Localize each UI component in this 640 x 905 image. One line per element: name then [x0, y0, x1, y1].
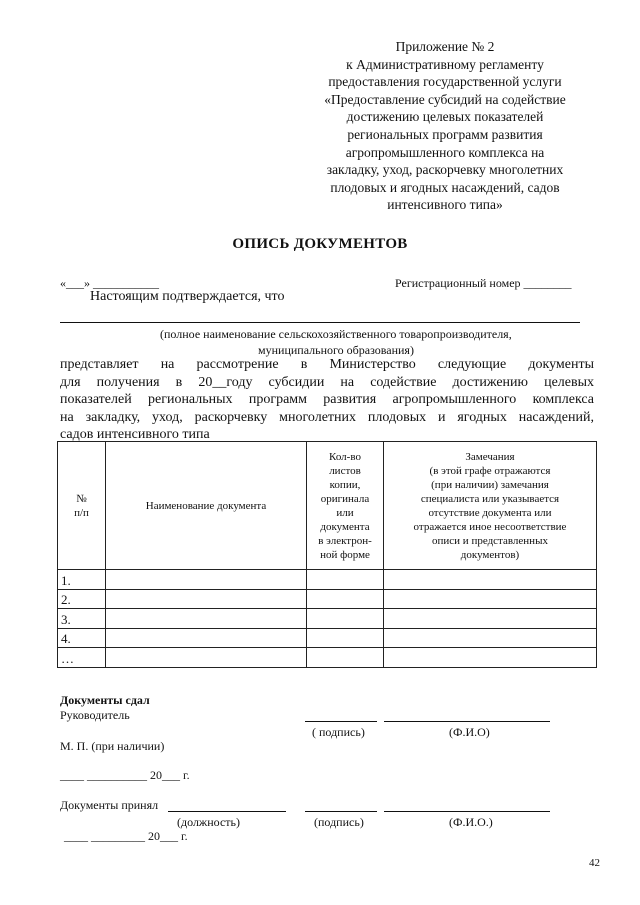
body-line: показателей региональных программ развития агропромышленного комплекса	[60, 392, 594, 407]
accepted-label: Документы принял	[60, 798, 159, 812]
seal-label: М. П. (при наличии)	[60, 739, 165, 753]
row-num: 4.	[58, 628, 106, 648]
header-count: Кол-во листов копии, оригинала или документа в электрон- ной форме	[307, 442, 384, 570]
row-name-cell[interactable]	[106, 628, 307, 648]
accepted-signature-line[interactable]	[305, 811, 377, 812]
table-row	[58, 628, 597, 648]
registration-number[interactable]: Регистрационный номер ________	[395, 276, 572, 290]
appendix-header	[300, 38, 590, 214]
appendix-line: плодовых и ягодных насаждений, садов	[330, 179, 560, 195]
body-paragraph	[60, 356, 594, 444]
appendix-line: закладку, уход, раскорчевку многолетних	[326, 162, 564, 178]
row-notes-cell[interactable]	[384, 570, 597, 590]
accepted-fio-label: (Ф.И.О.)	[449, 815, 493, 829]
row-count-cell[interactable]	[307, 628, 384, 648]
document-title: ОПИСЬ ДОКУМЕНТОВ	[232, 236, 408, 252]
table-row	[58, 570, 597, 590]
header-name: Наименование документа	[106, 442, 307, 570]
row-num: …	[58, 648, 106, 668]
row-count-cell[interactable]	[307, 570, 384, 590]
accepted-fio-line[interactable]	[384, 811, 550, 812]
page-number: 42	[589, 857, 600, 869]
row-num: 1.	[58, 570, 106, 590]
body-line: представляет на рассмотрение в Министерство следующие документы	[60, 357, 594, 372]
accepted-position-label: (должность)	[177, 815, 240, 829]
accepted-position-line[interactable]	[168, 811, 286, 812]
row-name-cell[interactable]	[106, 570, 307, 590]
appendix-line: интенсивного типа»	[387, 197, 503, 213]
body-line: садов интенсивного типа	[60, 427, 210, 442]
handed-date[interactable]: ____ __________ 20___ г.	[60, 768, 190, 782]
handed-fio-line[interactable]	[384, 721, 550, 722]
confirm-text: Настоящим подтверждается, что	[90, 289, 285, 304]
appendix-line: агропромышленного комплекса на	[345, 144, 545, 160]
handed-heading: Документы сдал	[60, 693, 150, 707]
body-line: для получения в 20__году субсидии на содействие достижению целевых	[60, 374, 594, 390]
handed-signature-line[interactable]	[305, 721, 377, 722]
producer-name-line[interactable]	[60, 322, 580, 323]
date-field[interactable]: «___» ___________	[60, 276, 159, 290]
body-line: на закладку, уход, раскорчевку многолетних плодовых и ягодных насаждений,	[60, 409, 594, 425]
header-num: № п/п	[58, 442, 106, 570]
row-name-cell[interactable]	[106, 609, 307, 629]
producer-hint-2: муниципального образования)	[258, 343, 414, 357]
row-num: 3.	[58, 609, 106, 629]
appendix-line: «Предоставление субсидий на содействие	[324, 91, 566, 107]
table-row	[58, 648, 597, 668]
row-name-cell[interactable]	[106, 589, 307, 609]
table-header-row	[58, 442, 597, 570]
handed-fio-label: (Ф.И.О)	[449, 725, 490, 739]
row-notes-cell[interactable]	[384, 589, 597, 609]
row-name-cell[interactable]	[106, 648, 307, 668]
row-notes-cell[interactable]	[384, 628, 597, 648]
accepted-date[interactable]: ____ _________ 20___ г.	[64, 829, 188, 843]
row-count-cell[interactable]	[307, 648, 384, 668]
row-count-cell[interactable]	[307, 609, 384, 629]
row-num: 2.	[58, 589, 106, 609]
table-row	[58, 609, 597, 629]
header-notes: Замечания (в этой графе отражаются (при наличии) замечания специалиста или указывается отсутствие документа или отражается иное несоответствие описи и представленных документов)	[384, 442, 597, 570]
appendix-line: региональных программ развития	[347, 126, 543, 142]
appendix-line: Приложение № 2	[395, 39, 495, 54]
row-count-cell[interactable]	[307, 589, 384, 609]
appendix-line: достижению целевых показателей	[346, 109, 544, 125]
producer-hint-1: (полное наименование сельскохозяйственного товаропроизводителя,	[160, 327, 512, 341]
appendix-line: к Административному регламенту	[346, 56, 544, 72]
accepted-sign-label: (подпись)	[314, 815, 364, 829]
documents-table	[57, 441, 597, 668]
row-notes-cell[interactable]	[384, 609, 597, 629]
appendix-line: предоставления государственной услуги	[328, 74, 562, 90]
head-label: Руководитель	[60, 708, 130, 722]
handed-sign-label: ( подпись)	[312, 725, 365, 739]
row-notes-cell[interactable]	[384, 648, 597, 668]
table-row	[58, 589, 597, 609]
